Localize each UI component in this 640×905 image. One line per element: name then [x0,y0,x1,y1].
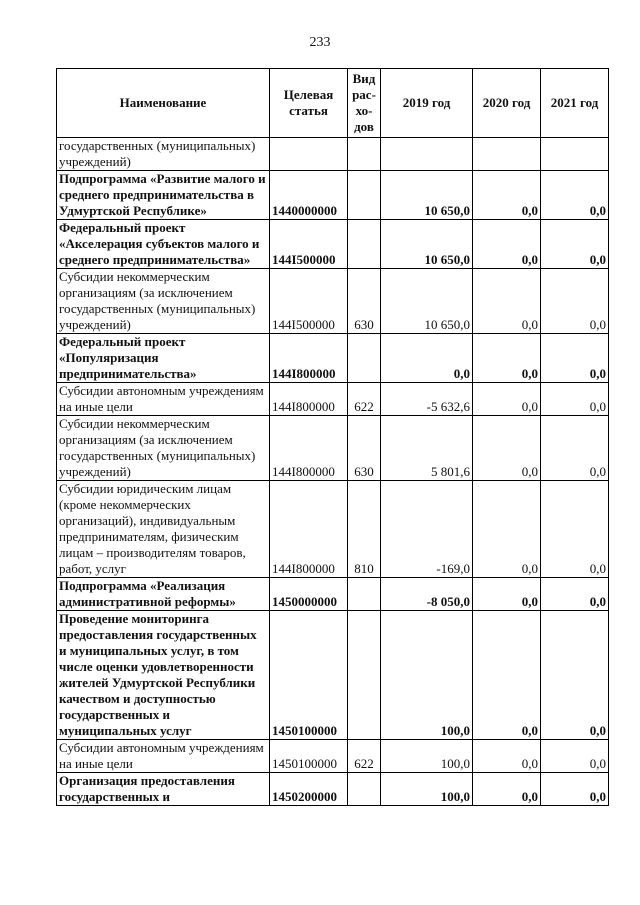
cell-code: 1450000000 [270,578,348,611]
cell-y2021: 0,0 [541,611,609,740]
cell-y2021: 0,0 [541,481,609,578]
table-row [57,416,609,481]
cell-y2021: 0,0 [541,220,609,269]
table-row [57,138,609,171]
cell-code: 144I800000 [270,481,348,578]
cell-y2019: 100,0 [381,611,473,740]
cell-y2021: 0,0 [541,383,609,416]
cell-y2020: 0,0 [473,383,541,416]
header-name: Наименование [57,69,270,138]
cell-code: 144I500000 [270,220,348,269]
budget-table [56,68,609,806]
cell-kind [348,220,381,269]
cell-kind [348,334,381,383]
cell-kind [348,578,381,611]
cell-y2020: 0,0 [473,740,541,773]
cell-kind [348,773,381,806]
cell-code: 144I800000 [270,334,348,383]
cell-kind: 622 [348,383,381,416]
cell-code: 144I500000 [270,269,348,334]
cell-y2021: 0,0 [541,269,609,334]
table-row [57,269,609,334]
table-row [57,740,609,773]
cell-y2019: 10 650,0 [381,171,473,220]
cell-kind [348,611,381,740]
cell-y2019: -8 050,0 [381,578,473,611]
table-row [57,334,609,383]
table-row [57,220,609,269]
table-row [57,578,609,611]
cell-name: Субсидии автономным учреждениям на иные цели [57,740,270,773]
table-row [57,383,609,416]
cell-y2020: 0,0 [473,481,541,578]
cell-y2020: 0,0 [473,269,541,334]
cell-name: государственных (муниципальных) учреждений) [57,138,270,171]
header-kind: Вид рас-хо-дов [348,69,381,138]
cell-kind: 622 [348,740,381,773]
cell-y2020: 0,0 [473,220,541,269]
cell-y2021: 0,0 [541,334,609,383]
cell-name: Субсидии автономным учреждениям на иные цели [57,383,270,416]
table-body [57,138,609,806]
cell-y2019 [381,138,473,171]
cell-y2019: 100,0 [381,740,473,773]
header-code: Целевая статья [270,69,348,138]
cell-y2020: 0,0 [473,171,541,220]
cell-y2020: 0,0 [473,334,541,383]
cell-kind [348,171,381,220]
cell-y2019: 100,0 [381,773,473,806]
cell-name: Подпрограмма «Реализация административной реформы» [57,578,270,611]
cell-code: 144I800000 [270,383,348,416]
header-2021: 2021 год [541,69,609,138]
cell-y2020 [473,138,541,171]
cell-y2020: 0,0 [473,611,541,740]
cell-name: Организация предоставления государственных и [57,773,270,806]
cell-name: Федеральный проект «Акселерация субъектов малого и среднего предпринимательства» [57,220,270,269]
cell-y2020: 0,0 [473,773,541,806]
cell-y2020: 0,0 [473,578,541,611]
cell-kind: 630 [348,416,381,481]
cell-kind [348,138,381,171]
cell-y2021: 0,0 [541,773,609,806]
cell-y2019: -5 632,6 [381,383,473,416]
header-2020: 2020 год [473,69,541,138]
cell-code [270,138,348,171]
cell-name: Субсидии некоммерческим организациям (за исключением государственных (муниципальных) учреждений) [57,416,270,481]
table-row [57,171,609,220]
cell-y2021: 0,0 [541,740,609,773]
cell-name: Подпрограмма «Развитие малого и среднего предпринимательства в Удмуртской Республике» [57,171,270,220]
cell-code: 144I800000 [270,416,348,481]
cell-code: 1450100000 [270,740,348,773]
table-row [57,773,609,806]
cell-y2019: -169,0 [381,481,473,578]
cell-code: 1440000000 [270,171,348,220]
cell-y2021: 0,0 [541,416,609,481]
cell-name: Федеральный проект «Популяризация предпринимательства» [57,334,270,383]
cell-name: Проведение мониторинга предоставления государственных и муниципальных услуг, в том числе оценки удовлетворенности жителей Удмуртской Республики качеством и доступностью государственных и муниципальных услуг [57,611,270,740]
table-row [57,481,609,578]
cell-code: 1450100000 [270,611,348,740]
cell-y2019: 10 650,0 [381,269,473,334]
cell-y2019: 5 801,6 [381,416,473,481]
cell-kind: 810 [348,481,381,578]
cell-name: Субсидии юридическим лицам (кроме некоммерческих организаций), индивидуальным предпринимателям, физическим лицам – производителям товаров, работ, услуг [57,481,270,578]
cell-y2019: 10 650,0 [381,220,473,269]
header-2019: 2019 год [381,69,473,138]
table-header-row [57,69,609,138]
cell-y2019: 0,0 [381,334,473,383]
cell-y2020: 0,0 [473,416,541,481]
cell-y2021: 0,0 [541,578,609,611]
page-number: 233 [309,35,331,50]
cell-y2021 [541,138,609,171]
cell-name: Субсидии некоммерческим организациям (за исключением государственных (муниципальных) учреждений) [57,269,270,334]
table-row [57,611,609,740]
cell-code: 1450200000 [270,773,348,806]
cell-y2021: 0,0 [541,171,609,220]
cell-kind: 630 [348,269,381,334]
